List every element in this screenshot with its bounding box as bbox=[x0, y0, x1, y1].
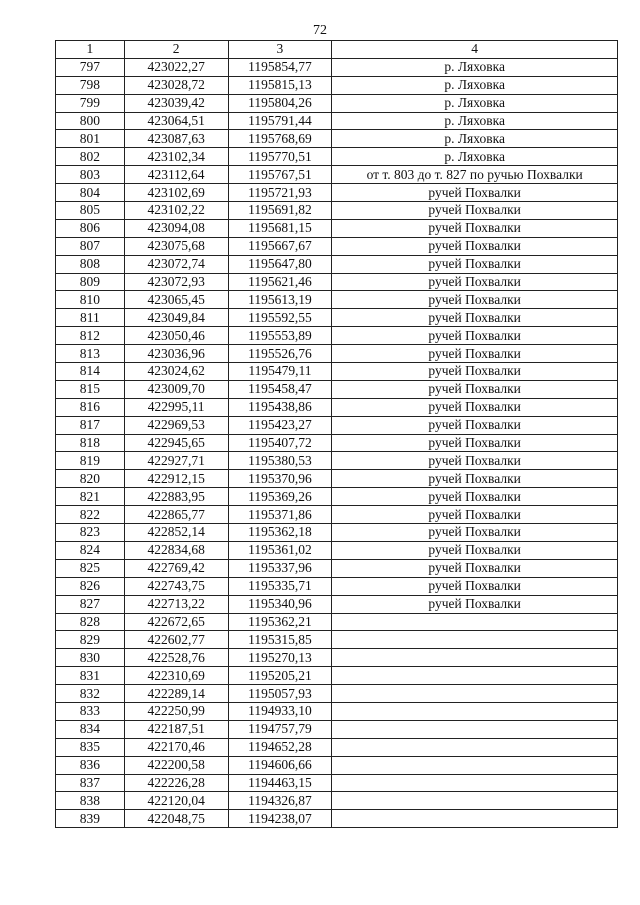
table-row bbox=[56, 327, 618, 345]
cell-point-number: 820 bbox=[56, 470, 125, 488]
cell-y-coordinate: 1195407,72 bbox=[228, 434, 332, 452]
cell-x-coordinate: 423039,42 bbox=[124, 94, 228, 112]
table-row bbox=[56, 112, 618, 130]
cell-x-coordinate: 423072,93 bbox=[124, 273, 228, 291]
cell-description bbox=[332, 774, 618, 792]
cell-y-coordinate: 1195370,96 bbox=[228, 470, 332, 488]
table-row bbox=[56, 345, 618, 363]
table-row bbox=[56, 434, 618, 452]
cell-point-number: 834 bbox=[56, 720, 125, 738]
table-row bbox=[56, 631, 618, 649]
cell-description bbox=[332, 613, 618, 631]
cell-point-number: 817 bbox=[56, 416, 125, 434]
cell-x-coordinate: 423102,34 bbox=[124, 148, 228, 166]
cell-description bbox=[332, 720, 618, 738]
table-row bbox=[56, 130, 618, 148]
cell-description: ручей Похвалки bbox=[332, 309, 618, 327]
cell-y-coordinate: 1195371,86 bbox=[228, 506, 332, 524]
table-row bbox=[56, 416, 618, 434]
cell-y-coordinate: 1195340,96 bbox=[228, 595, 332, 613]
cell-point-number: 826 bbox=[56, 577, 125, 595]
table-header-row bbox=[56, 41, 618, 59]
cell-description bbox=[332, 810, 618, 828]
cell-point-number: 836 bbox=[56, 756, 125, 774]
cell-description: р. Ляховка bbox=[332, 112, 618, 130]
cell-y-coordinate: 1195315,85 bbox=[228, 631, 332, 649]
cell-x-coordinate: 422250,99 bbox=[124, 702, 228, 720]
cell-description: ручей Похвалки bbox=[332, 380, 618, 398]
cell-description: ручей Похвалки bbox=[332, 434, 618, 452]
cell-description: ручей Похвалки bbox=[332, 291, 618, 309]
cell-point-number: 806 bbox=[56, 219, 125, 237]
cell-x-coordinate: 423049,84 bbox=[124, 309, 228, 327]
cell-point-number: 823 bbox=[56, 524, 125, 542]
cell-description: ручей Похвалки bbox=[332, 345, 618, 363]
table-row bbox=[56, 792, 618, 810]
cell-point-number: 801 bbox=[56, 130, 125, 148]
cell-y-coordinate: 1195804,26 bbox=[228, 94, 332, 112]
cell-x-coordinate: 422120,04 bbox=[124, 792, 228, 810]
cell-point-number: 813 bbox=[56, 345, 125, 363]
cell-description: ручей Похвалки bbox=[332, 398, 618, 416]
cell-y-coordinate: 1195335,71 bbox=[228, 577, 332, 595]
cell-point-number: 800 bbox=[56, 112, 125, 130]
cell-y-coordinate: 1195647,80 bbox=[228, 255, 332, 273]
cell-x-coordinate: 422769,42 bbox=[124, 559, 228, 577]
cell-y-coordinate: 1195770,51 bbox=[228, 148, 332, 166]
cell-y-coordinate: 1195526,76 bbox=[228, 345, 332, 363]
table-row bbox=[56, 738, 618, 756]
cell-description: ручей Похвалки bbox=[332, 595, 618, 613]
table-row bbox=[56, 524, 618, 542]
cell-y-coordinate: 1194757,79 bbox=[228, 720, 332, 738]
cell-point-number: 838 bbox=[56, 792, 125, 810]
cell-point-number: 837 bbox=[56, 774, 125, 792]
cell-point-number: 829 bbox=[56, 631, 125, 649]
table-row bbox=[56, 273, 618, 291]
cell-y-coordinate: 1195361,02 bbox=[228, 541, 332, 559]
table-body bbox=[56, 58, 618, 827]
cell-point-number: 797 bbox=[56, 58, 125, 76]
cell-point-number: 798 bbox=[56, 76, 125, 94]
cell-y-coordinate: 1195337,96 bbox=[228, 559, 332, 577]
cell-point-number: 819 bbox=[56, 452, 125, 470]
cell-description bbox=[332, 702, 618, 720]
cell-point-number: 807 bbox=[56, 237, 125, 255]
cell-point-number: 822 bbox=[56, 506, 125, 524]
cell-point-number: 799 bbox=[56, 94, 125, 112]
cell-x-coordinate: 422852,14 bbox=[124, 524, 228, 542]
table-row bbox=[56, 577, 618, 595]
cell-x-coordinate: 423022,27 bbox=[124, 58, 228, 76]
table-row bbox=[56, 76, 618, 94]
cell-x-coordinate: 423028,72 bbox=[124, 76, 228, 94]
cell-y-coordinate: 1194238,07 bbox=[228, 810, 332, 828]
table-row bbox=[56, 94, 618, 112]
cell-x-coordinate: 423102,22 bbox=[124, 202, 228, 220]
cell-description: ручей Похвалки bbox=[332, 577, 618, 595]
cell-description: р. Ляховка bbox=[332, 94, 618, 112]
cell-point-number: 810 bbox=[56, 291, 125, 309]
table-row bbox=[56, 237, 618, 255]
cell-x-coordinate: 422289,14 bbox=[124, 685, 228, 703]
cell-point-number: 824 bbox=[56, 541, 125, 559]
cell-y-coordinate: 1194463,15 bbox=[228, 774, 332, 792]
cell-point-number: 803 bbox=[56, 166, 125, 184]
cell-description: ручей Похвалки bbox=[332, 273, 618, 291]
cell-description: ручей Похвалки bbox=[332, 470, 618, 488]
cell-point-number: 802 bbox=[56, 148, 125, 166]
cell-point-number: 808 bbox=[56, 255, 125, 273]
cell-description: ручей Похвалки bbox=[332, 559, 618, 577]
cell-description: р. Ляховка bbox=[332, 148, 618, 166]
table-row bbox=[56, 398, 618, 416]
cell-point-number: 805 bbox=[56, 202, 125, 220]
table-row bbox=[56, 470, 618, 488]
cell-x-coordinate: 422927,71 bbox=[124, 452, 228, 470]
cell-x-coordinate: 422602,77 bbox=[124, 631, 228, 649]
table-row bbox=[56, 380, 618, 398]
table-row bbox=[56, 756, 618, 774]
cell-point-number: 812 bbox=[56, 327, 125, 345]
cell-description: ручей Похвалки bbox=[332, 488, 618, 506]
cell-description bbox=[332, 738, 618, 756]
table-row bbox=[56, 559, 618, 577]
table-row bbox=[56, 58, 618, 76]
cell-point-number: 814 bbox=[56, 363, 125, 381]
cell-description: ручей Похвалки bbox=[332, 541, 618, 559]
table-row bbox=[56, 774, 618, 792]
cell-description: ручей Похвалки bbox=[332, 219, 618, 237]
cell-x-coordinate: 423075,68 bbox=[124, 237, 228, 255]
table-row bbox=[56, 702, 618, 720]
cell-point-number: 825 bbox=[56, 559, 125, 577]
cell-x-coordinate: 423065,45 bbox=[124, 291, 228, 309]
table-row bbox=[56, 148, 618, 166]
cell-y-coordinate: 1195479,11 bbox=[228, 363, 332, 381]
cell-x-coordinate: 422200,58 bbox=[124, 756, 228, 774]
table-row bbox=[56, 291, 618, 309]
cell-y-coordinate: 1195553,89 bbox=[228, 327, 332, 345]
page-number: 72 bbox=[313, 23, 327, 38]
cell-x-coordinate: 422528,76 bbox=[124, 649, 228, 667]
cell-x-coordinate: 423102,69 bbox=[124, 184, 228, 202]
cell-y-coordinate: 1194652,28 bbox=[228, 738, 332, 756]
cell-x-coordinate: 422865,77 bbox=[124, 506, 228, 524]
table-row bbox=[56, 452, 618, 470]
cell-y-coordinate: 1195854,77 bbox=[228, 58, 332, 76]
cell-x-coordinate: 422883,95 bbox=[124, 488, 228, 506]
cell-description bbox=[332, 756, 618, 774]
cell-x-coordinate: 423087,63 bbox=[124, 130, 228, 148]
cell-y-coordinate: 1195791,44 bbox=[228, 112, 332, 130]
cell-y-coordinate: 1195667,67 bbox=[228, 237, 332, 255]
table-row bbox=[56, 685, 618, 703]
cell-x-coordinate: 423050,46 bbox=[124, 327, 228, 345]
cell-x-coordinate: 422672,65 bbox=[124, 613, 228, 631]
cell-x-coordinate: 422048,75 bbox=[124, 810, 228, 828]
cell-x-coordinate: 422945,65 bbox=[124, 434, 228, 452]
cell-x-coordinate: 423024,62 bbox=[124, 363, 228, 381]
cell-y-coordinate: 1195815,13 bbox=[228, 76, 332, 94]
cell-description: ручей Похвалки bbox=[332, 452, 618, 470]
table-row bbox=[56, 667, 618, 685]
cell-x-coordinate: 422743,75 bbox=[124, 577, 228, 595]
cell-point-number: 833 bbox=[56, 702, 125, 720]
cell-y-coordinate: 1195362,18 bbox=[228, 524, 332, 542]
cell-y-coordinate: 1195767,51 bbox=[228, 166, 332, 184]
cell-description: ручей Похвалки bbox=[332, 506, 618, 524]
cell-y-coordinate: 1195438,86 bbox=[228, 398, 332, 416]
cell-point-number: 811 bbox=[56, 309, 125, 327]
cell-y-coordinate: 1194326,87 bbox=[228, 792, 332, 810]
table-row bbox=[56, 810, 618, 828]
cell-x-coordinate: 423112,64 bbox=[124, 166, 228, 184]
cell-x-coordinate: 422713,22 bbox=[124, 595, 228, 613]
cell-y-coordinate: 1195592,55 bbox=[228, 309, 332, 327]
cell-description bbox=[332, 631, 618, 649]
cell-y-coordinate: 1195721,93 bbox=[228, 184, 332, 202]
cell-description: ручей Похвалки bbox=[332, 416, 618, 434]
table-row bbox=[56, 255, 618, 273]
column-header-x: 2 bbox=[124, 41, 228, 59]
cell-y-coordinate: 1195613,19 bbox=[228, 291, 332, 309]
cell-point-number: 809 bbox=[56, 273, 125, 291]
cell-description: р. Ляховка bbox=[332, 130, 618, 148]
cell-y-coordinate: 1195681,15 bbox=[228, 219, 332, 237]
table-row bbox=[56, 219, 618, 237]
cell-x-coordinate: 422834,68 bbox=[124, 541, 228, 559]
table-row bbox=[56, 309, 618, 327]
cell-description: ручей Похвалки bbox=[332, 327, 618, 345]
cell-y-coordinate: 1195621,46 bbox=[228, 273, 332, 291]
cell-point-number: 815 bbox=[56, 380, 125, 398]
cell-description: ручей Похвалки bbox=[332, 184, 618, 202]
column-header-y: 3 bbox=[228, 41, 332, 59]
cell-point-number: 827 bbox=[56, 595, 125, 613]
cell-y-coordinate: 1195362,21 bbox=[228, 613, 332, 631]
cell-y-coordinate: 1195458,47 bbox=[228, 380, 332, 398]
cell-y-coordinate: 1195691,82 bbox=[228, 202, 332, 220]
cell-y-coordinate: 1195423,27 bbox=[228, 416, 332, 434]
cell-x-coordinate: 422226,28 bbox=[124, 774, 228, 792]
cell-x-coordinate: 423009,70 bbox=[124, 380, 228, 398]
cell-x-coordinate: 422187,51 bbox=[124, 720, 228, 738]
cell-point-number: 818 bbox=[56, 434, 125, 452]
cell-description: р. Ляховка bbox=[332, 76, 618, 94]
cell-point-number: 828 bbox=[56, 613, 125, 631]
cell-x-coordinate: 423094,08 bbox=[124, 219, 228, 237]
column-header-description: 4 bbox=[332, 41, 618, 59]
cell-description: ручей Похвалки bbox=[332, 202, 618, 220]
table-row bbox=[56, 649, 618, 667]
cell-point-number: 839 bbox=[56, 810, 125, 828]
cell-x-coordinate: 422969,53 bbox=[124, 416, 228, 434]
cell-description: от т. 803 до т. 827 по ручью Похвалки bbox=[332, 166, 618, 184]
cell-x-coordinate: 422995,11 bbox=[124, 398, 228, 416]
cell-description bbox=[332, 649, 618, 667]
cell-description: ручей Похвалки bbox=[332, 237, 618, 255]
cell-point-number: 821 bbox=[56, 488, 125, 506]
cell-y-coordinate: 1195380,53 bbox=[228, 452, 332, 470]
cell-description bbox=[332, 792, 618, 810]
cell-point-number: 830 bbox=[56, 649, 125, 667]
cell-y-coordinate: 1194606,66 bbox=[228, 756, 332, 774]
cell-y-coordinate: 1195205,21 bbox=[228, 667, 332, 685]
cell-description bbox=[332, 685, 618, 703]
table-row bbox=[56, 363, 618, 381]
cell-y-coordinate: 1195057,93 bbox=[228, 685, 332, 703]
cell-point-number: 816 bbox=[56, 398, 125, 416]
cell-description: ручей Похвалки bbox=[332, 524, 618, 542]
cell-x-coordinate: 423036,96 bbox=[124, 345, 228, 363]
cell-y-coordinate: 1195369,26 bbox=[228, 488, 332, 506]
table-row bbox=[56, 720, 618, 738]
cell-x-coordinate: 422912,15 bbox=[124, 470, 228, 488]
cell-y-coordinate: 1195270,13 bbox=[228, 649, 332, 667]
cell-point-number: 835 bbox=[56, 738, 125, 756]
cell-y-coordinate: 1194933,10 bbox=[228, 702, 332, 720]
cell-y-coordinate: 1195768,69 bbox=[228, 130, 332, 148]
cell-description bbox=[332, 667, 618, 685]
cell-x-coordinate: 423064,51 bbox=[124, 112, 228, 130]
cell-point-number: 804 bbox=[56, 184, 125, 202]
cell-x-coordinate: 422170,46 bbox=[124, 738, 228, 756]
table-row bbox=[56, 506, 618, 524]
column-header-point: 1 bbox=[56, 41, 125, 59]
table-row bbox=[56, 488, 618, 506]
coordinates-table bbox=[55, 40, 618, 828]
table-row bbox=[56, 595, 618, 613]
cell-point-number: 832 bbox=[56, 685, 125, 703]
table-row bbox=[56, 541, 618, 559]
table-row bbox=[56, 166, 618, 184]
cell-point-number: 831 bbox=[56, 667, 125, 685]
cell-description: ручей Похвалки bbox=[332, 255, 618, 273]
table-row bbox=[56, 184, 618, 202]
cell-x-coordinate: 422310,69 bbox=[124, 667, 228, 685]
cell-description: ручей Похвалки bbox=[332, 363, 618, 381]
table-row bbox=[56, 613, 618, 631]
cell-description: р. Ляховка bbox=[332, 58, 618, 76]
table-row bbox=[56, 202, 618, 220]
cell-x-coordinate: 423072,74 bbox=[124, 255, 228, 273]
